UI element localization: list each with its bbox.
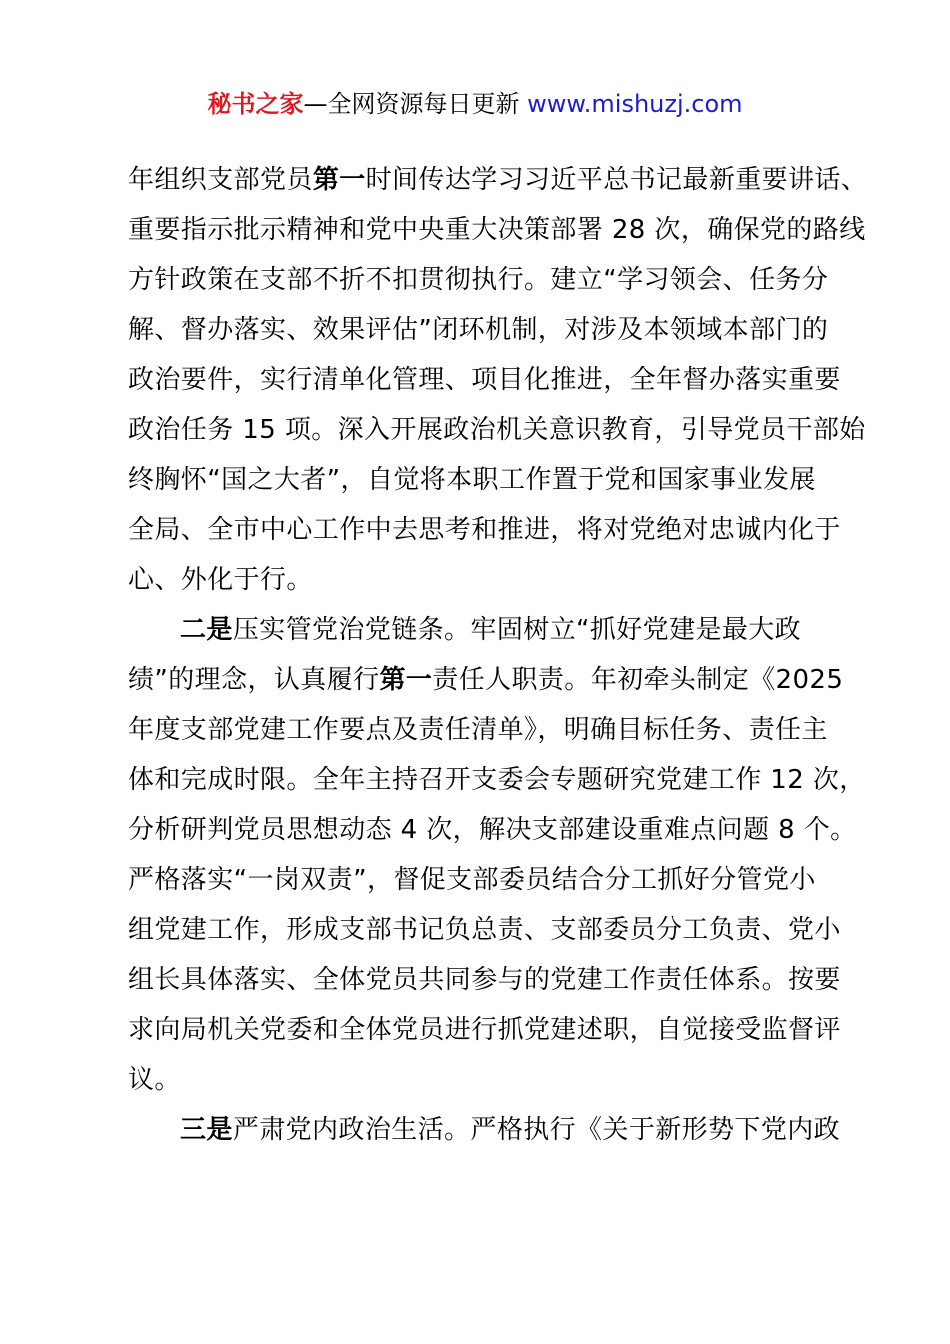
text-line <box>128 355 841 405</box>
text-line <box>128 205 866 255</box>
document-body <box>128 155 868 1155</box>
bold-text: 第一 <box>312 165 366 195</box>
text-line <box>128 155 868 205</box>
paragraph <box>128 1105 841 1155</box>
text-line <box>128 905 841 955</box>
text-line <box>128 305 838 355</box>
text-line <box>128 955 841 1005</box>
text-line <box>128 1055 838 1105</box>
text-segment: 求向局机关党委和全体党员进行抓党建述职，自觉接受监督评 <box>128 1015 841 1045</box>
text-segment: 年度支部党建工作要点及责任清单》，明确目标任务、责任主 <box>128 715 828 745</box>
text-segment: 年组织支部党员 <box>128 165 313 195</box>
text-line <box>128 555 838 605</box>
paragraph <box>128 155 868 605</box>
text-segment: 组党建工作，形成支部书记负总责、支部委员分工负责、党小 <box>128 915 841 945</box>
text-segment: 严肃党内政治生活。严格执行《关于新形势下党内政 <box>232 1115 841 1145</box>
text-segment: 重要指示批示精神和党中央重大决策部署 28 次，确保党的路线 <box>128 215 866 245</box>
site-url-link[interactable]: www.mishuzj.com <box>527 90 743 118</box>
text-segment: 政治要件，实行清单化管理、项目化推进，全年督办落实重要 <box>128 365 841 395</box>
text-line <box>128 805 857 855</box>
text-segment: 组长具体落实、全体党员共同参与的党建工作责任体系。按要 <box>128 965 841 995</box>
bold-text: 第一 <box>379 665 433 695</box>
text-segment: 体和完成时限。全年主持召开支委会专题研究党建工作 12 次， <box>128 765 866 795</box>
bold-text: 二是 <box>180 615 233 645</box>
header-tagline: —全网资源每日更新 <box>303 90 528 118</box>
text-line <box>128 655 844 705</box>
text-line <box>128 1105 841 1155</box>
text-line <box>128 705 838 755</box>
text-segment: 责任人职责。年初牵头制定《2025 <box>432 665 844 695</box>
text-segment: 绩”的理念，认真履行 <box>128 665 380 695</box>
text-segment: 方针政策在支部不折不扣贯彻执行。建立“学习领会、任务分 <box>128 265 829 295</box>
text-segment: 时间传达学习习近平总书记最新重要讲话、 <box>365 165 868 195</box>
text-line <box>128 255 838 305</box>
brand-name: 秘书之家 <box>207 90 304 118</box>
text-line <box>128 1005 841 1055</box>
text-line <box>128 505 841 555</box>
text-line <box>128 455 838 505</box>
paragraph <box>128 605 866 1105</box>
text-segment: 分析研判党员思想动态 4 次，解决支部建设重难点问题 8 个。 <box>128 815 857 845</box>
text-segment: 议。 <box>128 1065 181 1095</box>
text-line <box>128 855 838 905</box>
text-segment: 政治任务 15 项。深入开展政治机关意识教育，引导党员干部始 <box>128 415 866 445</box>
text-segment: 心、外化于行。 <box>128 565 313 595</box>
page-header <box>0 86 950 122</box>
text-segment: 终胸怀“国之大者”，自觉将本职工作置于党和国家事业发展 <box>128 465 816 495</box>
text-line <box>128 605 838 655</box>
text-line <box>128 755 866 805</box>
bold-text: 三是 <box>180 1115 233 1145</box>
text-segment: 全局、全市中心工作中去思考和推进，将对党绝对忠诚内化于 <box>128 515 841 545</box>
text-segment: 严格落实“一岗双责”，督促支部委员结合分工抓好分管党小 <box>128 865 816 895</box>
text-segment: 解、督办落实、效果评估”闭环机制，对涉及本领域本部门的 <box>128 315 829 345</box>
text-segment: 压实管党治党链条。牢固树立“抓好党建是最大政 <box>232 615 802 645</box>
text-line <box>128 405 866 455</box>
